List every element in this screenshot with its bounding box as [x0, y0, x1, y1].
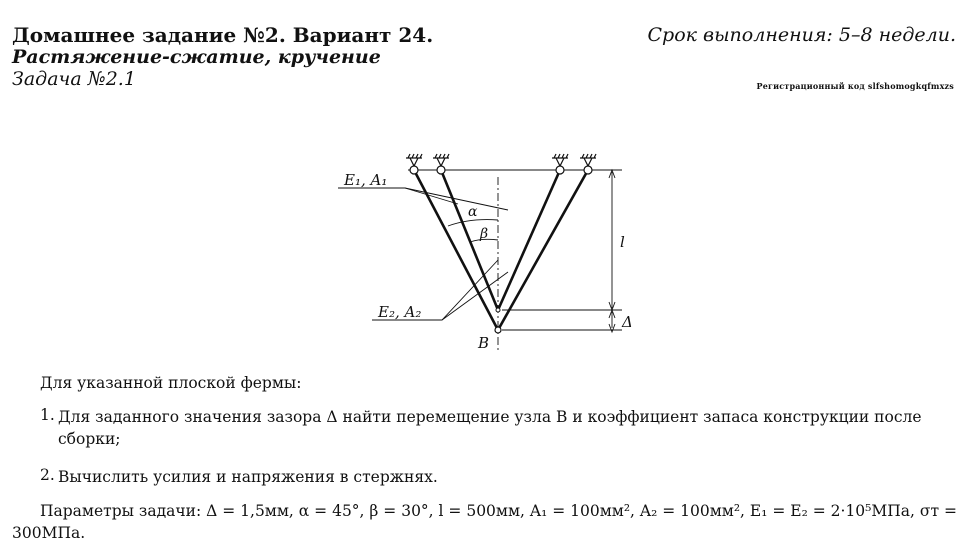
support-hinges [406, 154, 596, 166]
item-number: 2. [40, 466, 55, 484]
item-number: 1. [40, 406, 55, 424]
problem-parameters: Параметры задачи: Δ = 1,5мм, α = 45°, β = 30°, l = 500мм, A₁ = 100мм², A₂ = 100мм², E₁ = E₂ = 2·10⁵МПа, σт = 300МПа. [12, 502, 957, 542]
deadline: Срок выполнения: 5–8 недели. [647, 24, 956, 46]
registration-code: Регистрационный код slfshomogkqfmxzs [756, 81, 954, 91]
assignment-title: Домашнее задание №2. Вариант 24. [12, 23, 434, 47]
node-b [495, 327, 501, 333]
truss-figure [330, 152, 650, 357]
assignment-subtitle: Растяжение-сжатие, кручение [12, 46, 381, 68]
task-number: Задача №2.1 [12, 68, 136, 90]
label-e2-a2: E₂, A₂ [378, 303, 422, 321]
label-e1-a1: E₁, A₁ [344, 171, 388, 189]
node-gap [496, 308, 500, 312]
item-text: Вычислить усилия и напряжения в стержнях. [58, 468, 438, 486]
problem-intro: Для указанной плоской фермы: [40, 374, 302, 392]
label-beta: β [480, 226, 489, 242]
leader-e1 [338, 188, 508, 210]
header-left [12, 24, 433, 90]
label-delta: Δ [622, 313, 633, 331]
label-b: B [478, 334, 490, 352]
alpha-arc [448, 220, 498, 226]
label-l: l [620, 233, 625, 251]
label-alpha: α [468, 204, 478, 220]
truss-bars [414, 170, 588, 330]
item-text: Для заданного значения зазора Δ найти перемещение узла B и коэффициент запаса конструкции после сборки; [58, 408, 922, 448]
